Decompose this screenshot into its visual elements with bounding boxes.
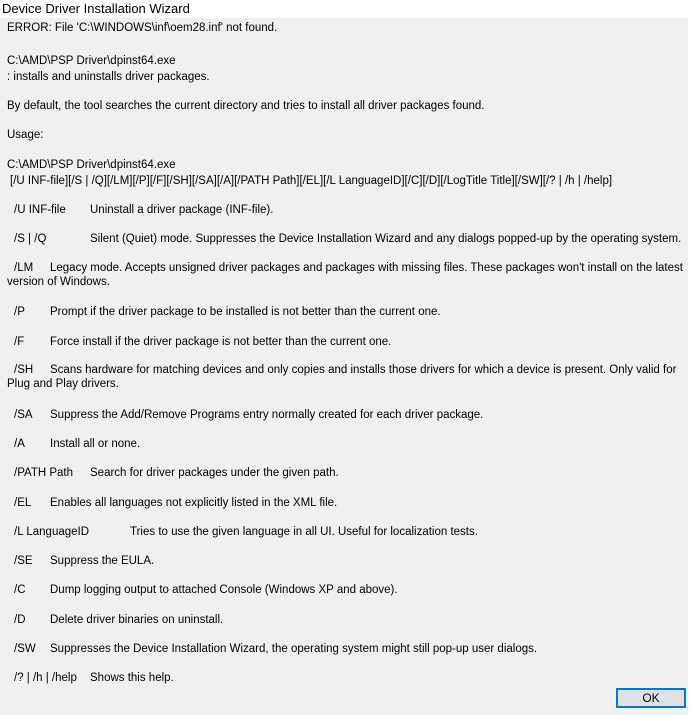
ok-button[interactable]: OK bbox=[616, 688, 686, 708]
option-description: Silent (Quiet) mode. Suppresses the Device Installation Wizard and any dialogs popped-up by the operating system. bbox=[90, 233, 682, 245]
option-description: Scans hardware for matching devices and only copies and installs those drivers for which a device is present. Only valid for Plug and Play drivers. bbox=[7, 364, 677, 390]
option-description: Search for driver packages under the given path. bbox=[90, 467, 339, 479]
option-description: Legacy mode. Accepts unsigned driver packages and packages with missing files. These packages won't install on the latest version of Windows. bbox=[7, 262, 683, 288]
option-description: Uninstall a driver package (INF-file). bbox=[90, 204, 274, 216]
option-flag: /F bbox=[14, 336, 25, 348]
option-flag: /A bbox=[14, 438, 25, 450]
exe-path-line: C:\AMD\PSP Driver\dpinst64.exe bbox=[7, 55, 176, 67]
option-flag: /PATH Path bbox=[14, 467, 74, 479]
option-flag: /D bbox=[14, 614, 26, 626]
option-entry-wrapped bbox=[7, 364, 683, 391]
option-description: Force install if the driver package is not better than the current one. bbox=[50, 336, 392, 348]
option-flag: /U INF-file bbox=[14, 204, 66, 216]
option-flag: /SW bbox=[14, 643, 36, 655]
option-flag: /L LanguageID bbox=[14, 526, 90, 538]
option-description: Install all or none. bbox=[50, 438, 141, 450]
option-description: Enables all languages not explicitly listed in the XML file. bbox=[50, 497, 338, 509]
default-behavior-line: By default, the tool searches the current directory and tries to install all driver packages found. bbox=[7, 100, 485, 112]
option-description: Dump logging output to attached Console (Windows XP and above). bbox=[50, 584, 398, 596]
option-description: Delete driver binaries on uninstall. bbox=[50, 614, 224, 626]
option-flag: /C bbox=[14, 584, 26, 596]
option-flag: /P bbox=[14, 306, 25, 318]
option-description: Suppress the Add/Remove Programs entry normally created for each driver package. bbox=[50, 409, 484, 421]
usage-exe-line: C:\AMD\PSP Driver\dpinst64.exe bbox=[7, 159, 176, 171]
option-description: Prompt if the driver package to be installed is not better than the current one. bbox=[50, 306, 441, 318]
option-entry-wrapped bbox=[7, 262, 683, 289]
option-flag: /LM bbox=[14, 262, 34, 274]
error-line: ERROR: File 'C:\WINDOWS\inf\oem28.inf' not found. bbox=[7, 22, 278, 34]
option-flag: /EL bbox=[14, 497, 32, 509]
usage-label: Usage: bbox=[7, 129, 44, 141]
summary-line: : installs and uninstalls driver packages. bbox=[7, 71, 210, 83]
window-title: Device Driver Installation Wizard bbox=[2, 1, 190, 16]
option-flag: /SE bbox=[14, 555, 33, 567]
option-flag: /SA bbox=[14, 409, 33, 421]
option-description: Suppresses the Device Installation Wizard, the operating system might still pop-up user dialogs. bbox=[50, 643, 538, 655]
option-flag: /SH bbox=[14, 364, 34, 376]
option-description: Tries to use the given language in all UI. Useful for localization tests. bbox=[130, 526, 478, 538]
option-description: Shows this help. bbox=[90, 672, 174, 684]
usage-syntax-line: [/U INF-file][/S | /Q][/LM][/P][/F][/SH][/SA][/A][/PATH Path][/EL][/L LanguageID][/C][/D][/LogTitle Title][/SW][/? | /h | /help] bbox=[10, 175, 613, 187]
option-flag: /? | /h | /help bbox=[14, 672, 77, 684]
option-description: Suppress the EULA. bbox=[50, 555, 155, 567]
option-flag: /S | /Q bbox=[14, 233, 47, 245]
